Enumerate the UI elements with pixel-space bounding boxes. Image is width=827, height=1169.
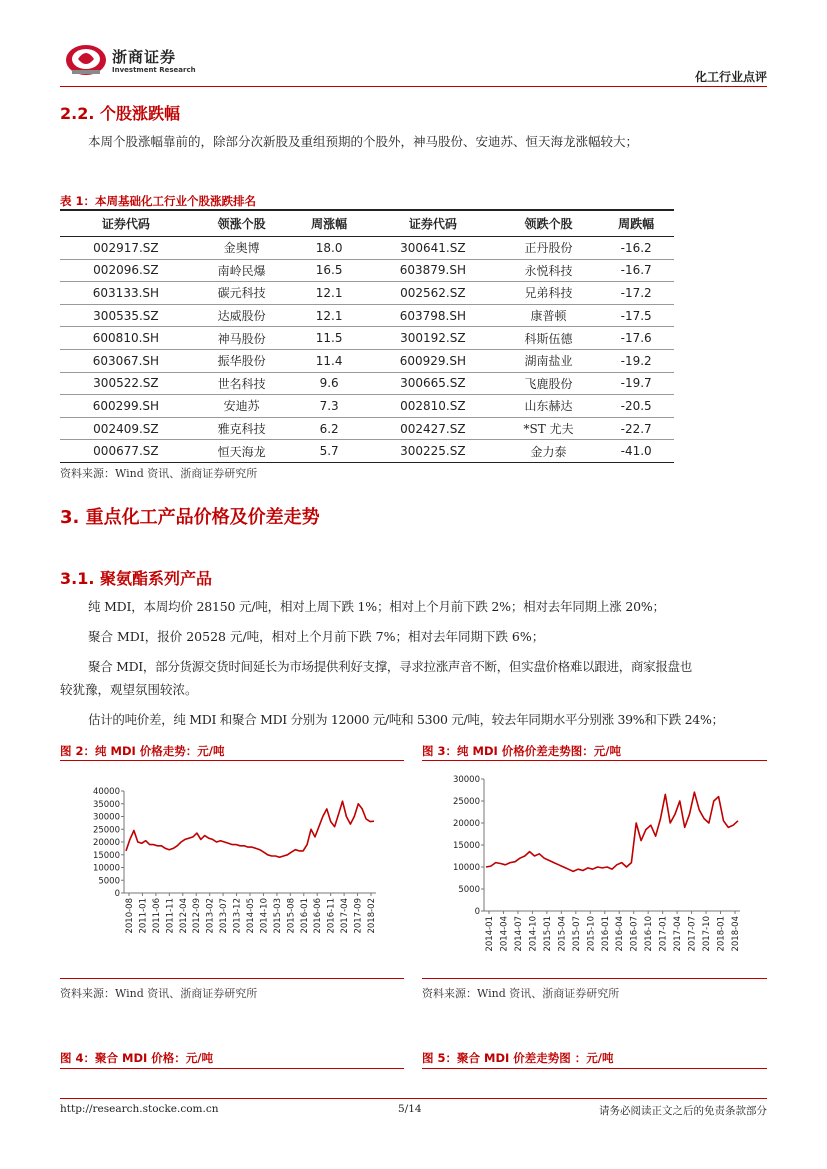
table-row	[60, 327, 674, 350]
y-tick-label: 35000	[92, 799, 120, 810]
cell-leader-up: 碳元科技	[192, 282, 292, 305]
cell-leader-up: 神马股份	[192, 327, 292, 350]
y-tick-label: 40000	[92, 787, 120, 797]
cell-code-down: 002562.SZ	[367, 282, 499, 305]
x-tick-label: 2015-03	[272, 898, 283, 934]
x-tick-label: 2013-12	[232, 898, 243, 934]
y-tick-label: 5000	[98, 876, 120, 887]
stock-ranking-table	[60, 210, 674, 463]
x-tick-label: 2015-01	[542, 916, 553, 952]
x-tick-label: 2013-02	[205, 898, 216, 934]
x-tick-label: 2016-07	[629, 916, 640, 952]
cell-leader-down: 湖南盐业	[499, 349, 599, 372]
cell-code-up: 603133.SH	[60, 282, 192, 305]
cell-weekly-gain: 5.7	[291, 440, 367, 463]
y-tick-label: 10000	[452, 863, 480, 873]
cell-weekly-loss: -19.7	[598, 372, 674, 395]
y-tick-label: 10000	[92, 863, 120, 874]
figure-4-caption: 图 4：聚合 MDI 价格：元/吨	[60, 1051, 213, 1065]
figure-3-source: 资料来源：Wind 资讯、浙商证券研究所	[422, 987, 620, 1000]
y-tick-label: 15000	[452, 841, 480, 851]
x-tick-label: 2014-04	[499, 916, 510, 952]
cell-weekly-gain: 12.1	[291, 304, 367, 327]
x-tick-label: 2014-10	[528, 916, 539, 952]
x-tick-label: 2011-01	[138, 898, 149, 934]
x-tick-label: 2011-06	[151, 898, 162, 934]
x-tick-label: 2017-01	[658, 916, 669, 952]
figure-5-top-rule	[422, 1068, 767, 1069]
y-tick-label: 30000	[452, 775, 480, 785]
report-type: 化工行业点评	[694, 70, 767, 84]
cell-leader-down: 永悦科技	[499, 259, 599, 282]
figure-3-bottom-rule	[422, 978, 767, 979]
cell-leader-up: 安迪苏	[192, 395, 292, 418]
x-tick-label: 2017-04	[673, 916, 684, 952]
figure-2-bottom-rule	[60, 978, 404, 979]
cell-leader-up: 世名科技	[192, 372, 292, 395]
cell-code-up: 002409.SZ	[60, 417, 192, 440]
cell-weekly-gain: 9.6	[291, 372, 367, 395]
table-header-row	[60, 210, 674, 237]
col-leader-up: 领涨个股	[192, 210, 292, 237]
table-1-source: 资料来源：Wind 资讯、浙商证券研究所	[60, 467, 258, 480]
footer-rule	[60, 1098, 767, 1099]
cell-code-down: 603798.SH	[367, 304, 499, 327]
x-tick-label: 2015-08	[286, 898, 297, 934]
paragraph-spread: 估计的吨价差，纯 MDI 和聚合 MDI 分别为 12000 元/吨和 5300 元/吨，较去年同期水平分别涨 39%和下跌 24%；	[88, 712, 724, 727]
cell-weekly-loss: -16.7	[598, 259, 674, 282]
x-tick-label: 2011-11	[165, 898, 176, 934]
table-row	[60, 440, 674, 463]
brand-name-cn: 浙商证券	[112, 48, 177, 66]
table-row	[60, 282, 674, 305]
cell-leader-down: *ST 尤夫	[499, 417, 599, 440]
cell-leader-up: 恒天海龙	[192, 440, 292, 463]
x-tick-label: 2018-02	[367, 898, 377, 934]
table-row	[60, 259, 674, 282]
cell-code-up: 603067.SH	[60, 349, 192, 372]
x-tick-label: 2016-04	[615, 916, 626, 952]
figure-2-top-rule	[60, 760, 404, 761]
x-tick-label: 2010-08	[125, 898, 135, 934]
figure-3-top-rule	[422, 760, 767, 761]
col-weekly-loss: 周跌幅	[598, 210, 674, 237]
cell-leader-down: 山东赫达	[499, 395, 599, 418]
x-tick-label: 2014-01	[485, 916, 495, 952]
cell-weekly-loss: -20.5	[598, 395, 674, 418]
cell-weekly-gain: 11.5	[291, 327, 367, 350]
paragraph-pure-mdi: 纯 MDI，本周均价 28150 元/吨，相对上周下跌 1%；相对上个月前下跌 2%；相对去年同期上涨 20%；	[88, 599, 665, 614]
cell-code-up: 300535.SZ	[60, 304, 192, 327]
cell-code-down: 002427.SZ	[367, 417, 499, 440]
x-tick-label: 2015-04	[557, 916, 568, 952]
cell-code-up: 300522.SZ	[60, 372, 192, 395]
cell-weekly-loss: -19.2	[598, 349, 674, 372]
x-tick-label: 2013-07	[219, 898, 230, 934]
section-2-2-title: 2.2. 个股涨跌幅	[60, 104, 180, 123]
pure-mdi-price-chart	[60, 765, 404, 975]
y-tick-label: 20000	[452, 819, 480, 829]
cell-leader-down: 金力泰	[499, 440, 599, 463]
x-tick-label: 2016-10	[644, 916, 655, 952]
paragraph-polymeric-mdi: 聚合 MDI，报价 20528 元/吨，相对上个月前下跌 7%；相对去年同期下跌 6%；	[88, 629, 545, 644]
x-tick-label: 2012-09	[192, 898, 203, 934]
y-tick-label: 20000	[92, 838, 120, 848]
cell-weekly-gain: 11.4	[291, 349, 367, 372]
section-2-2-paragraph: 本周个股涨幅靠前的，除部分次新股及重组预期的个股外，神马股份、安迪苏、恒天海龙涨幅较大；	[88, 134, 639, 149]
cell-code-down: 002810.SZ	[367, 395, 499, 418]
table-row	[60, 349, 674, 372]
cell-code-up: 600299.SH	[60, 395, 192, 418]
cell-weekly-loss: -16.2	[598, 237, 674, 260]
cell-leader-down: 飞鹿股份	[499, 372, 599, 395]
table-row	[60, 372, 674, 395]
cell-code-up: 600810.SH	[60, 327, 192, 350]
brand-name-en: Investment Research	[112, 66, 196, 74]
col-code-down: 证券代码	[367, 210, 499, 237]
cell-leader-up: 振华股份	[192, 349, 292, 372]
y-tick-label: 25000	[92, 825, 120, 836]
y-tick-label: 0	[474, 907, 480, 917]
cell-code-down: 600929.SH	[367, 349, 499, 372]
x-tick-label: 2014-07	[513, 916, 524, 952]
cell-weekly-gain: 16.5	[291, 259, 367, 282]
x-tick-label: 2017-10	[702, 916, 713, 952]
cell-code-down: 300192.SZ	[367, 327, 499, 350]
cell-leader-down: 正丹股份	[499, 237, 599, 260]
y-tick-label: 25000	[452, 797, 480, 807]
x-tick-label: 2016-01	[299, 898, 310, 934]
company-logo	[64, 42, 108, 76]
x-tick-label: 2015-07	[571, 916, 582, 952]
cell-code-down: 300641.SZ	[367, 237, 499, 260]
pure-mdi-spread-chart	[422, 765, 767, 975]
cell-code-up: 000677.SZ	[60, 440, 192, 463]
x-tick-label: 2014-05	[246, 898, 256, 934]
section-3-1-title: 3.1. 聚氨酯系列产品	[60, 569, 212, 588]
x-tick-label: 2017-07	[687, 916, 698, 952]
y-tick-label: 0	[114, 889, 120, 899]
cell-leader-down: 兄弟科技	[499, 282, 599, 305]
figure-3-caption: 图 3：纯 MDI 价格价差走势图：元/吨	[422, 744, 621, 758]
figure-5-caption: 图 5：聚合 MDI 价差走势图 ：元/吨	[422, 1051, 614, 1065]
x-tick-label: 2012-04	[178, 898, 189, 934]
table-row	[60, 417, 674, 440]
header-rule	[60, 86, 767, 87]
col-leader-down: 领跌个股	[499, 210, 599, 237]
col-weekly-gain: 周涨幅	[291, 210, 367, 237]
cell-weekly-loss: -41.0	[598, 440, 674, 463]
cell-weekly-gain: 6.2	[291, 417, 367, 440]
cell-code-up: 002917.SZ	[60, 237, 192, 260]
cell-leader-up: 达威股份	[192, 304, 292, 327]
figure-2-source: 资料来源：Wind 资讯、浙商证券研究所	[60, 987, 258, 1000]
x-tick-label: 2018-04	[731, 916, 741, 952]
cell-weekly-gain: 7.3	[291, 395, 367, 418]
footer-url[interactable]: http://research.stocke.com.cn	[60, 1103, 219, 1115]
table-row	[60, 395, 674, 418]
cell-weekly-gain: 18.0	[291, 237, 367, 260]
y-tick-label: 15000	[92, 850, 120, 861]
figure-2-caption: 图 2：纯 MDI 价格走势：元/吨	[60, 744, 225, 758]
x-tick-label: 2015-10	[586, 916, 597, 952]
table-1-caption: 表 1：本周基础化工行业个股涨跌排名	[60, 194, 257, 208]
x-tick-label: 2018-01	[716, 916, 727, 952]
x-tick-label: 2017-04	[340, 898, 351, 934]
cell-code-down: 300225.SZ	[367, 440, 499, 463]
table-row	[60, 237, 674, 260]
footer-disclaimer: 请务必阅读正文之后的免责条款部分	[599, 1105, 767, 1117]
y-tick-label: 5000	[458, 885, 480, 895]
paragraph-market-line2: 较犹豫，观望氛围较浓。	[60, 682, 198, 697]
series-line	[126, 801, 374, 857]
y-tick-label: 30000	[92, 812, 120, 823]
cell-weekly-loss: -17.2	[598, 282, 674, 305]
cell-code-down: 300665.SZ	[367, 372, 499, 395]
x-tick-label: 2016-06	[313, 898, 324, 934]
cell-weekly-loss: -17.6	[598, 327, 674, 350]
cell-leader-up: 雅克科技	[192, 417, 292, 440]
cell-code-down: 603879.SH	[367, 259, 499, 282]
page-number: 5/14	[398, 1103, 422, 1115]
cell-code-up: 002096.SZ	[60, 259, 192, 282]
cell-leader-up: 金奥博	[192, 237, 292, 260]
cell-weekly-loss: -17.5	[598, 304, 674, 327]
cell-weekly-gain: 12.1	[291, 282, 367, 305]
cell-weekly-loss: -22.7	[598, 417, 674, 440]
section-3-title: 3. 重点化工产品价格及价差走势	[60, 507, 320, 528]
figure-4-top-rule	[60, 1068, 404, 1069]
x-tick-label: 2016-11	[326, 898, 337, 934]
cell-leader-down: 康普顿	[499, 304, 599, 327]
col-code-up: 证券代码	[60, 210, 192, 237]
x-tick-label: 2016-01	[600, 916, 611, 952]
x-tick-label: 2014-10	[259, 898, 270, 934]
x-tick-label: 2017-09	[353, 898, 364, 934]
table-row	[60, 304, 674, 327]
cell-leader-down: 科斯伍德	[499, 327, 599, 350]
series-line	[486, 792, 738, 871]
paragraph-market-line1: 聚合 MDI，部分货源交货时间延长为市场提供利好支撑，寻求拉涨声音不断，但实盘价格难以跟进，商家报盘也	[88, 659, 692, 674]
cell-leader-up: 南岭民爆	[192, 259, 292, 282]
